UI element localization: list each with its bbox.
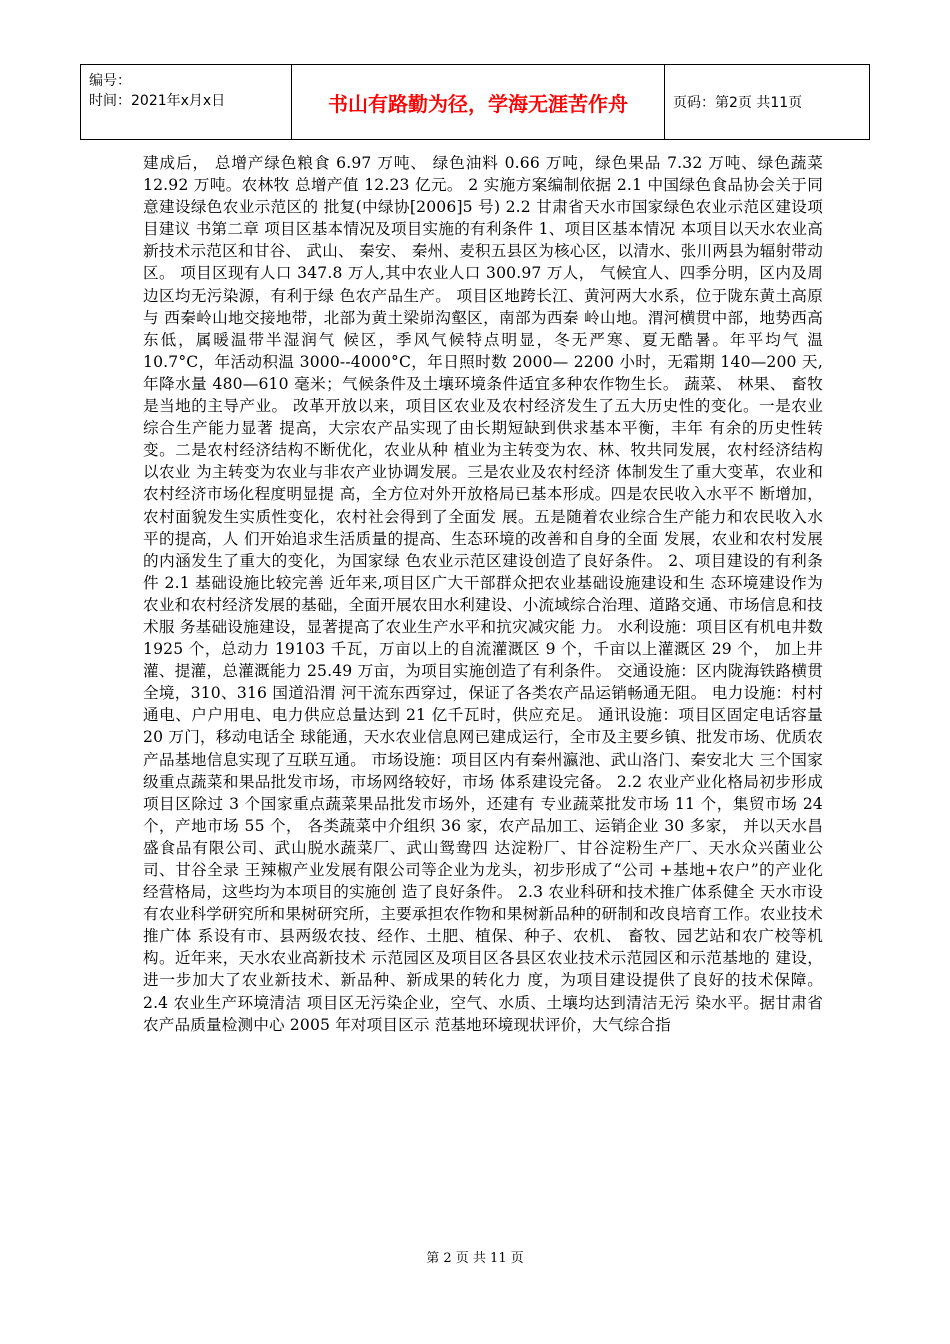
header-slogan: 书山有路勤为径，学海无涯苦作舟 — [292, 65, 665, 140]
document-number-label: 编号： — [89, 73, 131, 89]
document-body-text: 建成后， 总增产绿色粮食 6.97 万吨、 绿色油料 0.66 万吨，绿色果品 7.32 万吨、绿色蔬菜 12.92 万吨。农林牧 总增产值 12.23 亿元。 2 实施方案编制依据 2.1 中国绿色食品协会关于同意建设绿色农业示范区的 批复(中绿协[2006]5 号) 2.2 甘肃省天水市国家绿色农业示范区建设项目建议 书第二章 项目区基本情况及项目实施的有利条件 1、项目区基本情况 本项目以天水农业高新技术示范区和甘谷、 武山、 秦安、 秦州、麦积五县区为核心区，以清水、张川两县为辐射带动 区。 项目区现有人口 347.8 万人,其中农业人口 300.97 万人， 气候宜人、四季分明，区内及周边区均无污染源，有利于绿 色农产品生产。 项目区地跨长江、黄河两大水系，位于陇东黄土高原与 西秦岭山地交接地带，北部为黄土梁峁沟壑区，南部为西秦 岭山地。渭河横贯中部，地势西高东低，属暖温带半湿润气 候区，季风气候特点明显，冬无严寒、夏无酷暑。年平均气 温 10.7°C，年活动积温 3000--4000°C，年日照时数 2000— 2200 小时，无霜期 140—200 天,年降水量 480—610 毫米；气候条件及土壤环境条件适宜多种农作物生长。 蔬菜、 林果、 畜牧是当地的主导产业。 改革开放以来，项目区农业及农村经济发生了五大历史性的变化。一是农业综合生产能力显著 提高，大宗农产品实现了由长期短缺到供求基本平衡，丰年 有余的历史性转变。二是农村经济结构不断优化，农业从种 植业为主转变为农、林、牧共同发展，农村经济结构以农业 为主转变为农业与非农产业协调发展。三是农业及农村经济 体制发生了重大变革，农业和农村经济市场化程度明显提 高，全方位对外开放格局已基本形成。四是农民收入水平不 断增加，农村面貌发生实质性变化，农村社会得到了全面发 展。五是随着农业综合生产能力和农民收入水平的提高，人 们开始追求生活质量的提高、生态环境的改善和自身的全面 发展，农业和农村发展的内涵发生了重大的变化，为国家绿 色农业示范区建设创造了良好条件。 2、项目建设的有利条件 2.1 基础设施比较完善 近年来,项目区广大干部群众把农业基础设施建设和生 态环境建设作为农业和农村经济发展的基础，全面开展农田水利建设、小流域综合治理、道路交通、市场信息和技术服 务基础设施建设，显著提高了农业生产水平和抗灾减灾能 力。 水利设施：项目区有机电井数 1925 个，总动力 19103 千瓦，万亩以上的自流灌溉区 9 个，千亩以上灌溉区 29 个， 加上井灌、提灌，总灌溉能力 25.49 万亩，为项目实施创造了有利条件。 交通设施：区内陇海铁路横贯全境，310、316 国道沿渭 河干流东西穿过，保证了各类农产品运销畅通无阻。 电力设施：村村通电、户户用电、电力供应总量达到 21 亿千瓦时，供应充足。 通讯设施：项目区固定电话容量 20 万门，移动电话全 球能通，天水农业信息网已建成运行，全市及主要乡镇、批发市场、优质农产品基地信息实现了互联互通。 市场设施：项目区内有秦州瀛池、武山洛门、秦安北大 三个国家级重点蔬菜和果品批发市场，市场网络较好，市场 体系建设完备。 2.2 农业产业化格局初步形成 项目区除过 3 个国家重点蔬菜果品批发市场外，还建有 专业蔬菜批发市场 11 个，集贸市场 24 个，产地市场 55 个， 各类蔬菜中介组织 36 家，农产品加工、运销企业 30 多家， 并以天水昌盛食品有限公司、武山脱水蔬菜厂、武山鸳鸯四 达淀粉厂、甘谷淀粉生产厂、天水众兴菌业公司、甘谷全录 王辣椒产业发展有限公司等企业为龙头，初步形成了“公司 +基地+农户”的产业化经营格局，这些均为本项目的实施创 造了良好条件。 2.3 农业科研和技术推广体系健全 天水市设有农业科学研究所和果树研究所，主要承担农作物和果树新品种的研制和改良培育工作。农业技术推广体 系设有市、县两级农技、经作、土肥、植保、种子、农机、 畜牧、园艺站和农广校等机构。近年来，天水农业高新技术 示范园区及项目区各县区农业技术示范园区和示范基地的 建设，进一步加大了农业新技术、新品种、新成果的转化力 度，为项目建设提供了良好的技术保障。 2.4 农业生产环境清洁 项目区无污染企业，空气、水质、土壤均达到清洁无污 染水平。据甘肃省农产品质量检测中心 2005 年对项目区示 范基地环境现状评价，大气综合指 — [143, 154, 823, 1034]
document-header — [80, 64, 870, 140]
page-footer: 第 2 页 共 11 页 — [426, 1251, 524, 1266]
header-page-label: 页码：第2页 共11页 — [665, 65, 870, 140]
document-date-label: 时间：2021年x月x日 — [89, 93, 226, 109]
header-meta-cell — [81, 65, 292, 140]
